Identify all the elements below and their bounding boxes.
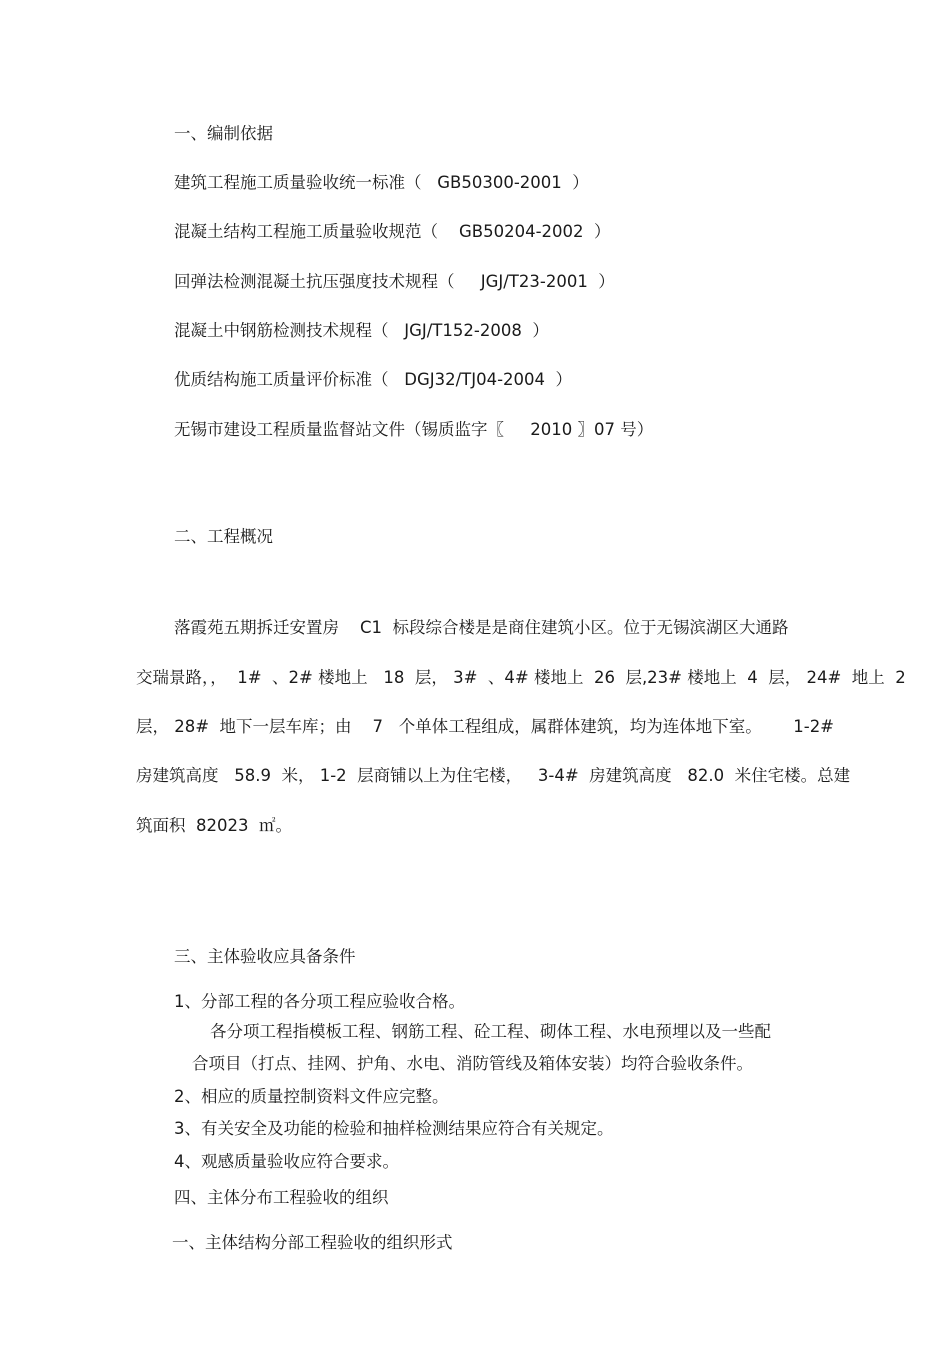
section-heading-organization: 四、主体分布工程验收的组织 — [174, 1188, 389, 1207]
overview-line: 筑面积 82023 ㎡。 — [136, 816, 292, 835]
condition-item: 1、分部工程的各分项工程应验收合格。 — [174, 992, 465, 1011]
section-heading-basis: 一、编制依据 — [174, 124, 273, 143]
overview-line: 落霞苑五期拆迁安置房 C1 标段综合楼是是商住建筑小区。位于无锡滨湖区大通路 — [174, 618, 789, 637]
condition-detail: 各分项工程指模板工程、钢筋工程、砼工程、砌体工程、水电预埋以及一些配 — [210, 1022, 771, 1041]
subsection-heading: 一、主体结构分部工程验收的组织形式 — [172, 1233, 453, 1252]
overview-line: 交瑞景路，， 1# 、2# 楼地上 18 层， 3# 、4# 楼地上 26 层,23# 楼地上 4 层， 24# 地上 2 — [136, 668, 906, 687]
section-heading-conditions: 三、主体验收应具备条件 — [174, 947, 356, 966]
condition-detail: 合项目（打点、挂网、护角、水电、消防管线及箱体安装）均符合验收条件。 — [192, 1054, 753, 1073]
reference-item: 回弹法检测混凝土抗压强度技术规程（ JGJ/T23-2001 ） — [174, 272, 615, 291]
condition-item: 2、相应的质量控制资料文件应完整。 — [174, 1087, 449, 1106]
condition-item: 4、观感质量验收应符合要求。 — [174, 1152, 399, 1171]
reference-item: 混凝土结构工程施工质量验收规范（ GB50204-2002 ） — [174, 222, 611, 241]
section-heading-overview: 二、工程概况 — [174, 527, 273, 546]
reference-item: 无锡市建设工程质量监督站文件（锡质监字〖 2010 〗07 号） — [174, 420, 654, 439]
reference-item: 优质结构施工质量评价标准（ DGJ32/TJ04-2004 ） — [174, 370, 573, 389]
overview-line: 层， 28# 地下一层车库；由 7 个单体工程组成，属群体建筑，均为连体地下室。 1-2# — [136, 717, 835, 736]
overview-line: 房建筑高度 58.9 米， 1-2 层商铺以上为住宅楼， 3-4# 房建筑高度 82.0 米住宅楼。总建 — [136, 766, 851, 785]
reference-item: 混凝土中钢筋检测技术规程（ JGJ/T152-2008 ） — [174, 321, 549, 340]
condition-item: 3、有关安全及功能的检验和抽样检测结果应符合有关规定。 — [174, 1119, 614, 1138]
reference-item: 建筑工程施工质量验收统一标准（ GB50300-2001 ） — [174, 173, 589, 192]
